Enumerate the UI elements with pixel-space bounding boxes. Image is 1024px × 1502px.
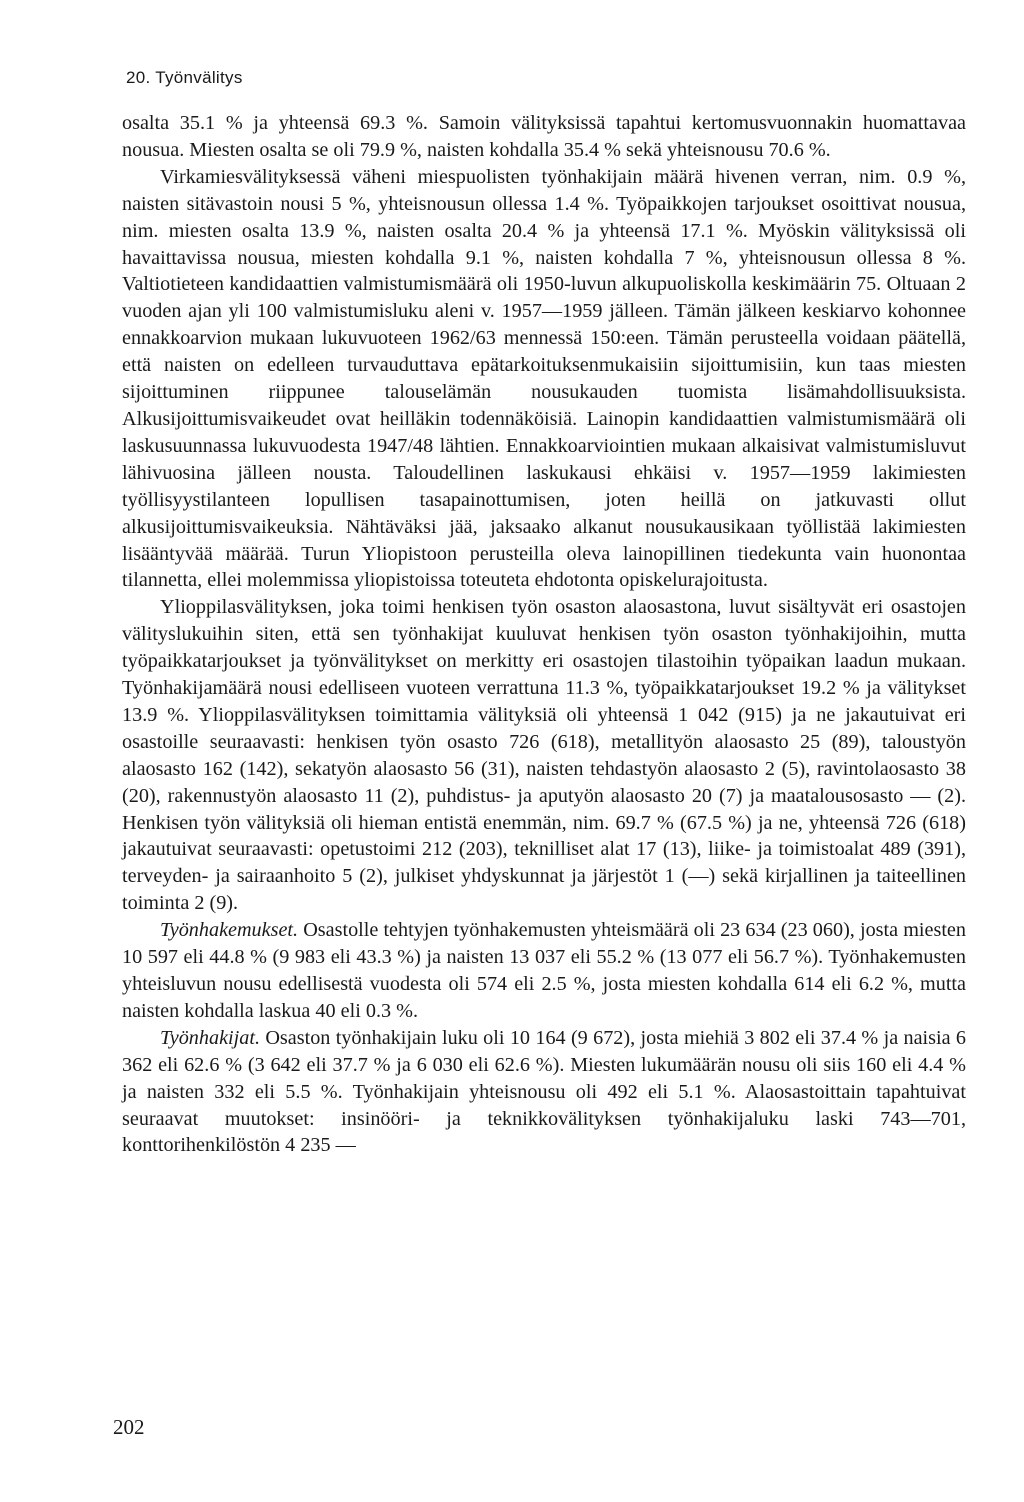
paragraph xyxy=(122,917,966,1025)
paragraph-text: Ylioppilasvälityksen, joka toimi henkisen työn osaston alaosastona, luvut sisältyvät eri osastojen välityslukuihin siten, että sen työnhakijat kuuluvat henkisen työn osaston työnhakijoihin, mutta työpaikkatarjoukset ja työnvälitykset on merkitty eri osastojen tilastoihin työpaikan laadun mukaan. Työnhakijamäärä nousi edelliseen vuoteen verrattuna 11.3 %, työpaikkatarjoukset 19.2 % ja välitykset 13.9 %. Ylioppilasvälityksen toimittamia välityksiä oli yhteensä 1 042 (915) ja ne jakautuivat eri osastoille seuraavasti: henkisen työn osasto 726 (618), metallityön alaosasto 25 (89), taloustyön alaosasto 162 (142), sekatyön alaosasto 56 (31), naisten tehdastyön alaosasto 2 (5), ravintolaosasto 38 (20), rakennustyön alaosasto 11 (2), puhdistus- ja aputyön alaosasto 20 (7) ja maatalousosasto — (2). Henkisen työn välityksiä oli hieman entistä enemmän, nim. 69.7 % (67.5 %) ja ne, yhteensä 726 (618) jakautuivat seuraavasti: opetustoimi 212 (203), teknilliset alat 17 (13), liike- ja toimistoalat 489 (391), terveyden- ja sairaanhoito 5 (2), julkiset yhdyskunnat ja järjestöt 1 (—) sekä kirjallinen ja taiteellinen toiminta 2 (9). xyxy=(122,596,966,915)
paragraph-text: Osaston työnhakijain luku oli 10 164 (9 672), josta miehiä 3 802 eli 37.4 % ja naisia 6 362 eli 62.6 % (3 642 eli 37.7 % ja 6 030 eli 62.6 %). Miesten lukumäärän nousu oli siis 160 eli 4.4 % ja naisten 332 eli 5.5 %. Työnhakijain yhteisnousu oli 492 eli 5.1 %. Alaosastoittain tapahtuivat seuraavat muutokset: insinööri- ja teknikkovälityksen työnhakijaluku laski 743—701, konttorihenkilöstön 4 235 — xyxy=(122,1026,966,1157)
section-lead: Työnhakemukset. xyxy=(160,919,299,942)
paragraph xyxy=(122,164,966,595)
paragraph-text: Osastolle tehtyjen työnhakemusten yhteismäärä oli 23 634 (23 060), josta miesten 10 597 eli 44.8 % (9 983 eli 43.3 %) ja naisten 13 037 eli 55.2 % (13 077 eli 56.7 %). Työnhakemusten yhteisluvun nousu edellisestä vuodesta oli 574 eli 2.5 %, josta miesten kohdalla 614 eli 6.2 %, mutta naisten kohdalla laskua 40 eli 0.3 %. xyxy=(122,919,966,1022)
paragraph-text: Virkamiesvälityksessä väheni miespuolisten työnhakijain määrä hivenen verran, nim. 0.9 %, naisten sitävastoin nousi 5 %, yhteisnousun ollessa 1.4 %. Työpaikkojen tarjoukset osoittivat nousua, nim. miesten osalta 13.9 %, naisten osalta 20.4 % ja yhteensä 17.1 %. Myöskin välityksissä oli havaittavissa nousua, miesten kohdalla 9.1 %, naisten kohdalla 7 %, yhteisnousun ollessa 8 %. Valtiotieteen kandidaattien valmistumismäärä oli 1950-luvun alkupuoliskolla keskimäärin 75. Oltuaan 2 vuoden ajan yli 100 valmistumisluku aleni v. 1957—1959 jälleen. Tämän jälkeen keskiarvo kohonnee ennakkoarvion mukaan lukuvuoteen 1962/63 mennessä 150:een. Tämän perusteella voidaan päätellä, että naisten on edelleen turvauduttava epätarkoituksenmukaisiin sijoittumisiin, kun taas miesten sijoittuminen riippunee talouselämän nousukauden tuomista lisämahdollisuuksista. Alkusijoittumisvaikeudet ovat heilläkin todennäköisiä. Lainopin kandidaattien valmistumismäärä oli laskusuunnassa lukuvuodesta 1947/48 lähtien. Ennakkoarviointien mukaan alkaisivat valmistumisluvut lähivuosina jälleen nousta. Taloudellinen laskukausi ehkäisi v. 1957—1959 lakimiesten työllisyystilanteen lopullisen tasapainottumisen, joten heillä on jatkuvasti ollut alkusijoittumisvaikeuksia. Nähtäväksi jää, jaksaako alkanut nousukausikaan työllistää lakimiesten lisääntyvää määrää. Turun Yliopistoon perusteilla oleva lainopillinen tiedekunta vain huonontaa tilannetta, ellei molemmissa yliopistoissa toteuteta ehdotonta opiskelurajoitusta. xyxy=(122,165,966,592)
paragraph xyxy=(122,1025,966,1160)
section-lead: Työnhakijat. xyxy=(160,1026,260,1049)
page-number: 202 xyxy=(113,1415,145,1439)
paragraph-text: osalta 35.1 % ja yhteensä 69.3 %. Samoin välityksissä tapahtui kertomusvuonnakin huomattavaa nousua. Miesten osalta se oli 79.9 %, naisten kohdalla 35.4 % sekä yhteisnousu 70.6 %. xyxy=(122,112,966,161)
body-text xyxy=(122,110,966,1159)
running-head: 20. Työnvälitys xyxy=(126,68,243,87)
paragraph xyxy=(122,110,966,164)
paragraph xyxy=(122,594,966,917)
